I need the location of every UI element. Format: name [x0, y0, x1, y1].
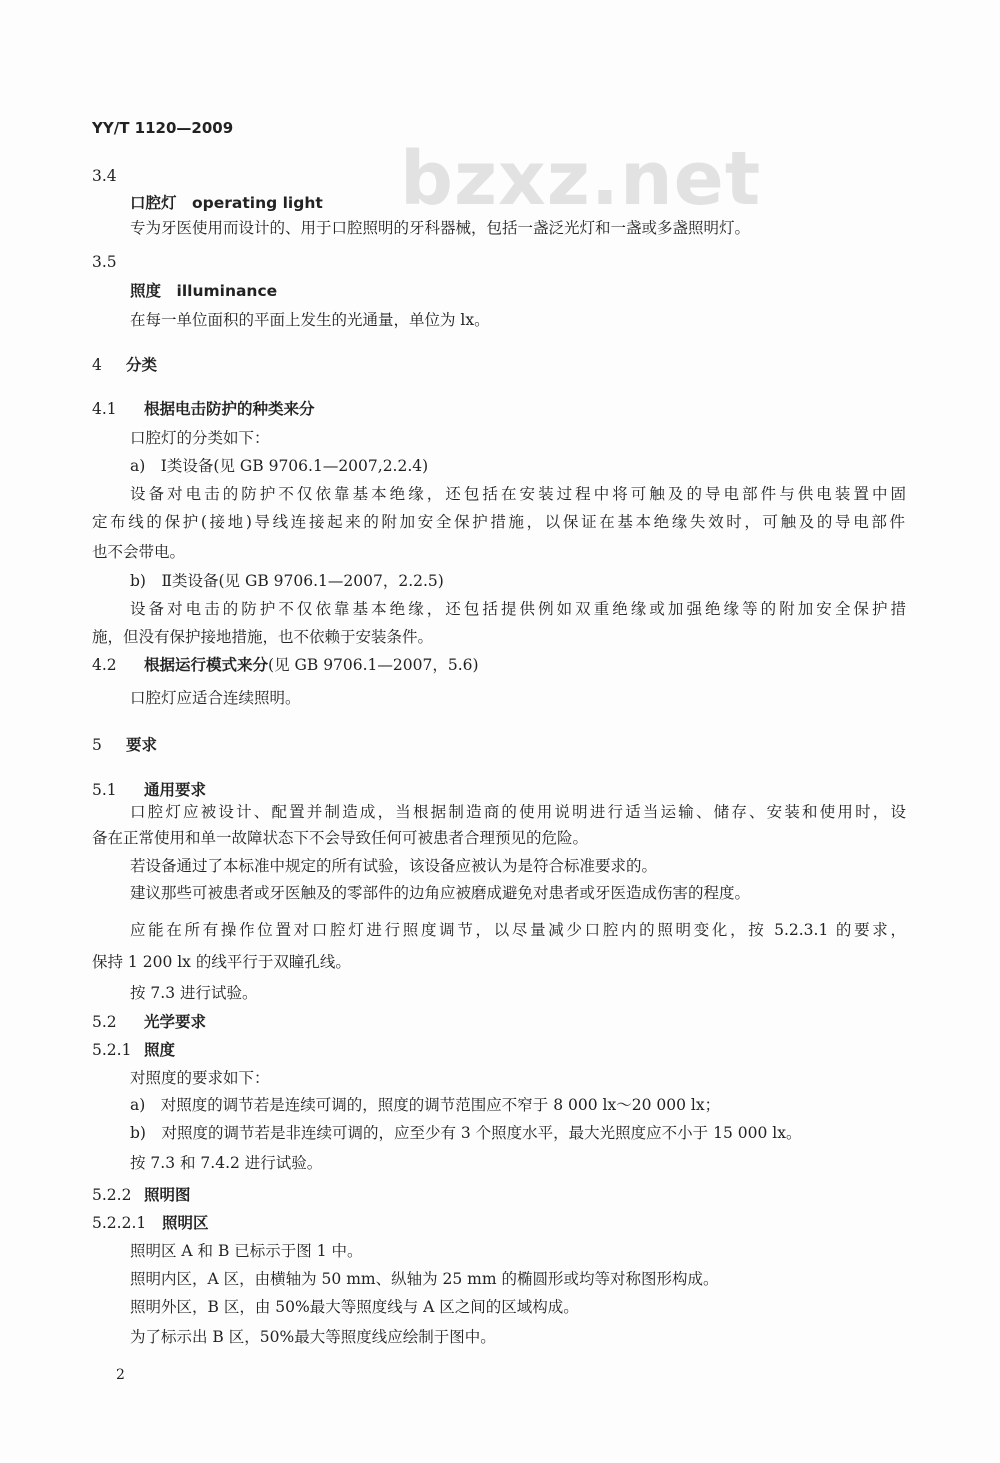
list-item: b) Ⅱ类设备(见 GB 9706.1—2007，2.2.5) — [130, 572, 444, 590]
heading-number: 4.2 — [92, 656, 117, 674]
paragraph: 照明内区，A 区，由横轴为 50 mm、纵轴为 25 mm 的椭圆形或均等对称图形构成。 — [130, 1270, 719, 1288]
paragraph: 备在正常使用和单一故障状态下不会导致任何可被患者合理预见的危险。 — [92, 829, 589, 847]
section-heading-5-1 — [92, 780, 206, 800]
heading-title: 光学要求 — [144, 1013, 207, 1031]
page-number: 2 — [116, 1367, 125, 1383]
heading-title: 要求 — [126, 736, 158, 754]
paragraph: 对照度的要求如下： — [130, 1069, 270, 1087]
paragraph: 应能在所有操作位置对口腔灯进行照度调节，以尽量减少口腔内的照明变化，按 5.2.3.1 的要求， — [130, 921, 906, 939]
heading-reference: (见 GB 9706.1—2007，5.6) — [268, 656, 479, 674]
paragraph: 按 7.3 进行试验。 — [130, 984, 258, 1002]
section-heading-4 — [92, 355, 157, 375]
paragraph: 口腔灯的分类如下： — [130, 429, 270, 447]
term-title: 口腔灯 operating light — [130, 194, 323, 212]
paragraph: 定布线的保护(接地)导线连接起来的附加安全保护措施，以保证在基本绝缘失效时，可触及的导电部件 — [92, 513, 905, 531]
paragraph: 口腔灯应被设计、配置并制造成，当根据制造商的使用说明进行适当运输、储存、安装和使用时，设 — [130, 803, 906, 821]
section-number: 3.4 — [92, 167, 117, 185]
paragraph: 设备对电击的防护不仅依靠基本绝缘，还包括提供例如双重绝缘或加强绝缘等的附加安全保护措 — [130, 600, 906, 618]
list-item: a) 对照度的调节若是连续可调的，照度的调节范围应不窄于 8 000 lx～20 000 lx； — [130, 1096, 721, 1114]
paragraph: 也不会带电。 — [92, 543, 186, 561]
heading-number: 5.1 — [92, 781, 117, 799]
section-heading-4-1 — [92, 399, 315, 419]
paragraph: 照明区 A 和 B 已标示于图 1 中。 — [130, 1242, 363, 1260]
heading-title: 通用要求 — [144, 781, 207, 799]
paragraph: 照明外区，B 区，由 50%最大等照度线与 A 区之间的区域构成。 — [130, 1298, 579, 1316]
heading-number: 5.2.2 — [92, 1186, 132, 1204]
term-definition: 在每一单位面积的平面上发生的光通量，单位为 lx。 — [130, 311, 490, 329]
heading-number: 5 — [92, 736, 102, 754]
heading-title: 照明图 — [144, 1186, 191, 1204]
section-heading-5-2-2-1 — [92, 1213, 209, 1233]
section-heading-5-2-1 — [92, 1040, 175, 1060]
heading-number: 4 — [92, 356, 102, 374]
term-definition: 专为牙医使用而设计的、用于口腔照明的牙科器械，包括一盏泛光灯和一盏或多盏照明灯。 — [130, 219, 751, 237]
paragraph: 施，但没有保护接地措施，也不依赖于安装条件。 — [92, 628, 434, 646]
paragraph: 设备对电击的防护不仅依靠基本绝缘，还包括在安装过程中将可触及的导电部件与供电装置中固 — [130, 485, 906, 503]
heading-title: 分类 — [126, 356, 158, 374]
heading-number: 5.2.1 — [92, 1041, 132, 1059]
document-header: YY/T 1120—2009 — [92, 119, 234, 137]
paragraph: 若设备通过了本标准中规定的所有试验，该设备应被认为是符合标准要求的。 — [130, 857, 658, 875]
paragraph: 口腔灯应适合连续照明。 — [130, 689, 301, 707]
paragraph: 保持 1 200 lx 的线平行于双瞳孔线。 — [92, 953, 351, 971]
heading-title: 根据运行模式来分 — [144, 656, 269, 674]
list-item: b) 对照度的调节若是非连续可调的，应至少有 3 个照度水平，最大光照度应不小于 15 000 lx。 — [130, 1124, 802, 1142]
heading-number: 5.2 — [92, 1013, 117, 1031]
section-heading-5 — [92, 735, 157, 755]
paragraph: 建议那些可被患者或牙医触及的零部件的边角应被磨成避免对患者或牙医造成伤害的程度。 — [130, 884, 751, 902]
heading-title: 照明区 — [162, 1214, 209, 1232]
paragraph: 为了标示出 B 区，50%最大等照度线应绘制于图中。 — [130, 1328, 496, 1346]
section-heading-5-2 — [92, 1012, 206, 1032]
heading-number: 5.2.2.1 — [92, 1214, 147, 1232]
section-heading-5-2-2 — [92, 1185, 191, 1205]
term-title: 照度 illuminance — [130, 282, 278, 300]
watermark: bzxz.net — [400, 136, 762, 222]
heading-title: 照度 — [144, 1041, 176, 1059]
heading-number: 4.1 — [92, 400, 117, 418]
list-item: a) Ⅰ类设备(见 GB 9706.1—2007,2.2.4) — [130, 457, 429, 475]
section-heading-4-2 — [92, 655, 479, 675]
paragraph: 按 7.3 和 7.4.2 进行试验。 — [130, 1154, 323, 1172]
heading-title: 根据电击防护的种类来分 — [144, 400, 315, 418]
section-number: 3.5 — [92, 253, 117, 271]
